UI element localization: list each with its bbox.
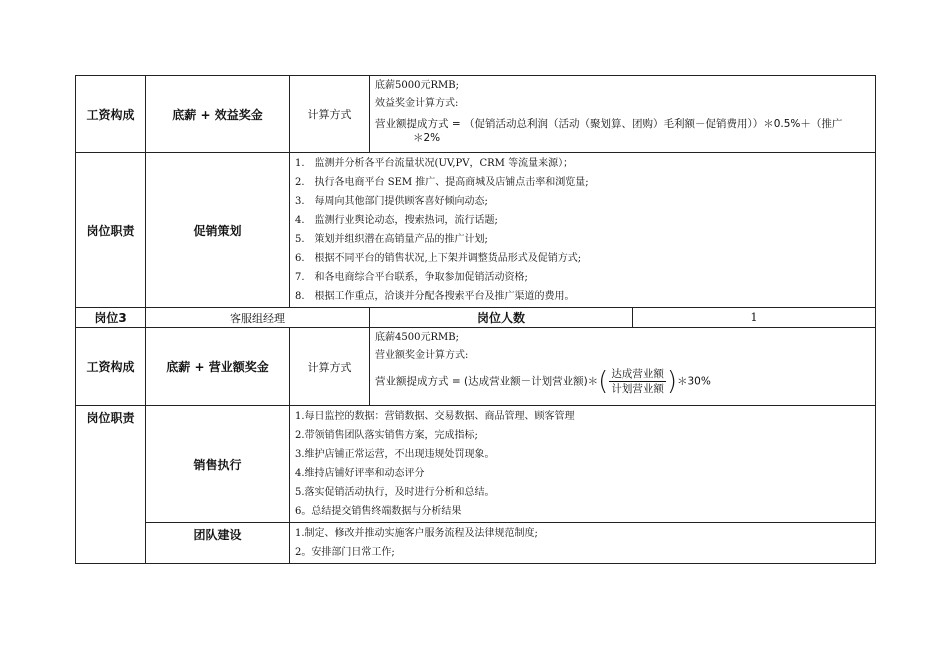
duty-item: 4. 监测行业舆论动态，搜索热词，流行话题; [295,215,498,226]
calc-method-label-2: 计算方式 [290,328,370,406]
duty-item: 3.维护店铺正常运营，不出现违规处罚现象。 [295,449,495,460]
formula-line-1: 营业额提成方式 = （促销活动总利润（活动（聚划算、团购）毛利额－促销费用））＊0.5%＋（推广 [375,118,843,130]
duty-row-1 [76,153,876,308]
fraction [609,367,666,396]
duty-item: 1. 监测并分析各平台流量状况(UV,PV，CRM 等流量来源）； [295,158,574,169]
duty-item: 5. 策划并组织潜在高销量产品的推广计划; [295,234,488,245]
headcount-label: 岗位人数 [370,308,633,328]
duty-row-2a [76,406,876,523]
formula-2 [375,367,875,396]
duty-item: 1.制定、修改并推动实施客户服务流程及法律规范制度; [295,528,538,539]
bonus-title-1: 效益奖金计算方式: [375,98,459,109]
salary-type-2: 底薪 + 营业额奖金 [146,328,290,406]
salary-detail-2 [370,328,876,406]
duty-item: 5.落实促销活动执行，及时进行分析和总结。 [295,487,495,498]
duty-row-2b [76,523,876,564]
salary-type-1: 底薪 + 效益奖金 [146,76,290,153]
duty-item: 8. 根据工作重点，洽谈并分配各搜索平台及推广渠道的费用。 [295,291,575,302]
formula-line-2: ＊2% [413,132,441,144]
duty-category-promo: 促销策划 [146,153,290,308]
duty-label-1: 岗位职责 [76,153,146,308]
fraction-numerator: 达成营业额 [611,368,664,380]
job-description-table [75,75,876,564]
base-salary-2: 底薪4500元RMB; [375,332,459,343]
salary-label-1: 工资构成 [76,76,146,153]
duty-list-1 [290,153,876,308]
paren-close: ) [666,367,677,396]
salary-row-1 [76,76,876,153]
duty-list-2b [290,523,876,564]
bonus-title-2: 营业额奖金计算方式: [375,350,469,361]
salary-label-2: 工资构成 [76,328,146,406]
position-row-3 [76,308,876,328]
duty-item: 2.带领销售团队落实销售方案，完成指标; [295,430,478,441]
duty-item: 2。安排部门日常工作; [295,547,395,558]
formula-suffix: ＊30% [676,375,711,388]
duty-item: 2. 执行各电商平台 SEM 推广、提高商城及店铺点击率和浏览量; [295,177,589,188]
calc-method-label-1: 计算方式 [290,76,370,153]
duty-list-2a [290,406,876,523]
position-label: 岗位3 [76,308,146,328]
salary-detail-1 [370,76,876,153]
duty-item: 6. 根据不同平台的销售状况,上下架并调整货品形式及促销方式; [295,253,582,264]
duty-item: 3. 每周向其他部门提供顾客喜好倾向动态; [295,196,488,207]
paren-open: ( [598,367,609,396]
duty-item: 7. 和各电商综合平台联系，争取参加促销活动资格; [295,272,528,283]
duty-item: 1.每日监控的数据：营销数据、交易数据、商品管理、顾客管理 [295,411,575,422]
base-salary-1: 底薪5000元RMB; [375,80,459,91]
duty-item: 6。总结提交销售终端数据与分析结果 [295,506,462,517]
headcount-value: 1 [633,308,876,328]
formula-prefix: 营业额提成方式 = (达成营业额－计划营业额)＊ [375,375,599,388]
fraction-denominator: 计划营业额 [611,383,664,395]
salary-row-2 [76,328,876,406]
duty-item: 4.维持店铺好评率和动态评分 [295,468,425,479]
duty-label-2: 岗位职责 [76,406,146,564]
position-name: 客服组经理 [146,308,370,328]
duty-category-sales: 销售执行 [146,406,290,523]
duty-category-team: 团队建设 [146,523,290,564]
